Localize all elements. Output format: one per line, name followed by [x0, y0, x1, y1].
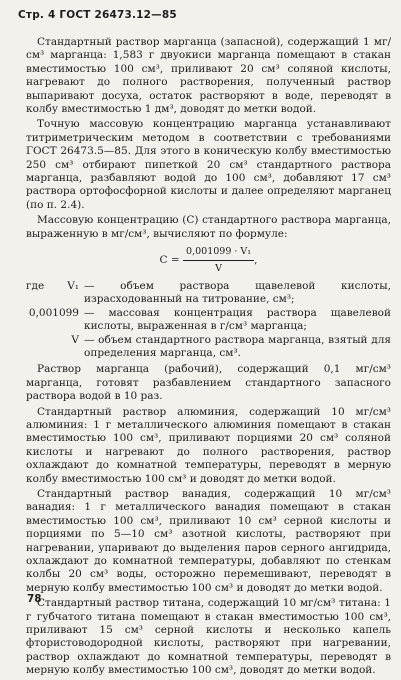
- paragraph-concentration-intro: Массовую концентрацию (C) стандартного раствора марганца, выраженную в мг/см³, вычисляют по формуле:: [26, 214, 391, 240]
- legend-symbol-v: V: [71, 333, 79, 346]
- page-number: 78: [27, 593, 42, 605]
- paragraph-aluminium: Стандартный раствор алюминия, содержащий 10 мг/см³ алюминия: 1 г металлического алюминия помещают в стакан вместимостью 100 см³, приливают порциями 20 см³ соляной кислоты и нагревают до полного растворения, раствор охлаждают до комнатной температуры, переводят в мерную колбу вместимостью 100 см³ и доводят до метки водой.: [26, 405, 391, 485]
- legend-text-v1: — объем раствора щавелевой кислоты, израсходованный на титрование, см³;: [84, 279, 391, 306]
- legend-symbol-constant: 0,001099: [28, 306, 79, 319]
- formula-fraction: [183, 245, 254, 275]
- paragraph-manganese-stock: Стандартный раствор марганца (запасной), содержащий 1 мг/см³ марганца: 1,583 г двуокиси марганца помещают в стакан вместимостью 100 см³, приливают 20 см³ соляной кислоты, нагревают до полного растворения, полученный раствор выпаривают досуха, остаток растворяют в воде, переводят в колбу вместимостью 1 дм³, доводят до метки водой.: [26, 36, 391, 116]
- legend-text-constant: — массовая концентрация раствора щавелевой кислоты, выраженная в г/см³ марганца;: [84, 306, 391, 333]
- paragraph-titanium: Стандартный раствор титана, содержащий 10 мг/см³ титана: 1 г губчатого титана помещают в стакан вместимостью 100 см³, приливают 15 см³ серной кислоты и несколько капель фтористоводородной кислоты, растворяют при нагревании, раствор охлаждают до комнатной температуры, переводят в мерную колбу вместимостью 100 см³, доводят до метки водой.: [26, 597, 391, 677]
- formula-lhs: C =: [159, 254, 180, 266]
- formula-legend: [26, 280, 391, 360]
- legend-where: где: [26, 279, 45, 292]
- legend-symbol-v1: V₁: [67, 279, 79, 292]
- paragraph-manganese-titration: Точную массовую концентрацию марганца устанавливают титриметрическим методом в соответствии с требованиями ГОСТ 26473.5—85. Для этого в коническую колбу вместимостью 250 см³ отбирают пипеткой 20 см³ стандартного раствора марганца, разбавляют водой до 100 см³, добавляют 17 см³ раствора ортофосфорной кислоты и далее определяют марганец (по п. 2.4).: [26, 118, 391, 211]
- legend-row-constant: [26, 307, 391, 334]
- legend-row-v: [26, 334, 391, 361]
- formula-numerator: 0,001099 · V₁: [183, 245, 254, 260]
- formula-denominator: V: [215, 262, 223, 274]
- paragraph-vanadium: Стандартный раствор ванадия, содержащий 10 мг/см³ ванадия: 1 г металлического ванадия помещают в стакан вместимостью 100 см³, приливают 10 см³ серной кислоты и порциями по 5—10 см³ азотной кислоты, растворяют при нагревании, упаривают до выделения паров серного ангидрида, охлаждают до комнатной температуры, добавляют по стенкам колбы 20 см³ воды, осторожно перемешивают, переводят в мерную колбу вместимостью 100 см³ и доводят до метки водой.: [26, 488, 391, 594]
- legend-row-v1: [26, 280, 391, 307]
- formula-end: ,: [254, 254, 258, 266]
- concentration-formula: [26, 245, 391, 275]
- legend-text-v: — объем стандартного раствора марганца, взятый для определения марганца, см³.: [84, 333, 391, 359]
- paragraph-manganese-working: Раствор марганца (рабочий), содержащий 0,1 мг/см³ марганца, готовят разбавлением стандартного запасного раствора водой в 10 раз.: [26, 363, 391, 403]
- page-body: [26, 36, 391, 680]
- page-header: Стр. 4 ГОСТ 26473.12—85: [18, 9, 177, 21]
